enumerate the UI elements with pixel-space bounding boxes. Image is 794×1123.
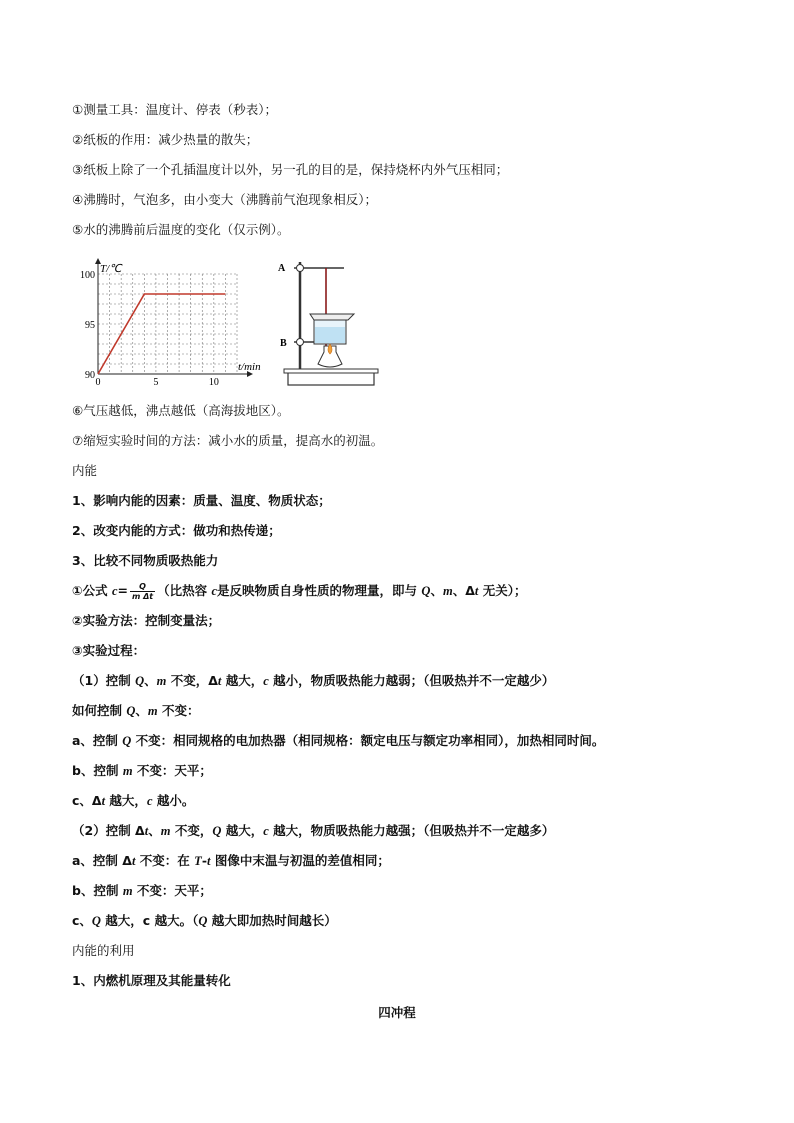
chart-y-tick-label: 95 [85, 320, 95, 331]
chart-y-tick-label: 90 [85, 370, 95, 381]
item-factors: 1、影响内能的因素：质量、温度、物质状态； [72, 493, 331, 508]
chart-x-tick-label: 5 [153, 377, 159, 388]
method-line: ②实验方法：控制变量法； [72, 613, 221, 628]
q-larger-line: c、Q 越大，c 越大。（Q 越大即加热时间越长） [72, 913, 337, 928]
text-line-3: ③纸板上除了一个孔插温度计以外，另一孔的目的是，保持烧杯内外气压相同； [72, 162, 509, 177]
item-engine: 1、内燃机原理及其能量转化 [72, 973, 231, 988]
process-2: （2）控制 Δt、m 不变，Q 越大，c 越大，物质吸热能力越强；（但吸热并不一定越多） [72, 823, 555, 838]
upper-clamp-knob [297, 265, 304, 272]
chart-x-tick-label: 10 [208, 377, 219, 388]
boiling-apparatus-diagram [278, 254, 388, 389]
water [315, 327, 345, 343]
temperature-chart [70, 250, 270, 390]
item-compare-capacity: 3、比较不同物质吸热能力 [72, 553, 219, 568]
control-delta-t: a、控制 Δt 不变：在 T-t 图像中末温与初温的差值相同； [72, 853, 390, 868]
text-line-5: ⑤水的沸腾前后温度的变化（仅示例）。 [72, 222, 290, 237]
formula-line: ①公式 c= $\frac{Q}{\text{m Δt}}$ （比热容 c是反映物质自身性质的物理量，即与 Q、m、Δt 无关）； [72, 582, 527, 601]
text-line-2: ②纸板的作用：减少热量的散失； [72, 132, 259, 147]
chart-ylabel: T/℃ [100, 263, 122, 275]
control-m-2: b、控制 m 不变：天平； [72, 883, 212, 898]
apparatus-base [288, 372, 374, 385]
lower-clamp-knob [297, 339, 304, 346]
label-a: A [278, 263, 286, 274]
text-line-6: ⑥气压越低，沸点越低（高海拔地区）。 [72, 403, 290, 418]
text-line-4: ④沸腾时，气泡多，由小变大（沸腾前气泡现象相反）； [72, 192, 377, 207]
text-line-1: ①测量工具：温度计、停表（秒表）； [72, 102, 277, 117]
apparatus-base-top [284, 369, 378, 373]
process-1: （1）控制 Q、m 不变，Δt 越大，c 越小，物质吸热能力越弱；（但吸热并不一定越少） [72, 673, 555, 688]
chart-y-tick-label: 100 [80, 270, 95, 281]
caption-four-stroke: 四冲程 [378, 1005, 416, 1020]
cardboard-lid [310, 314, 354, 320]
heading-inner-energy: 内能 [72, 463, 98, 478]
control-m-1: b、控制 m 不变：天平； [72, 763, 212, 778]
heading-energy-use: 内能的利用 [72, 943, 135, 958]
formula-fraction: $\frac{Q}{\text{m Δt}}$ [131, 582, 154, 601]
delta-t-line-1: c、Δt 越大，c 越小。 [72, 793, 195, 808]
process-line: ③实验过程： [72, 643, 146, 658]
how-control: 如何控制 Q、m 不变： [72, 703, 200, 718]
control-q: a、控制 Q 不变：相同规格的电加热器（相同规格：额定电压与额定功率相同），加热相同时间。 [72, 733, 605, 748]
item-change-methods: 2、改变内能的方式：做功和热传递； [72, 523, 281, 538]
label-b: B [280, 338, 287, 349]
text-line-7: ⑦缩短实验时间的方法：减小水的质量，提高水的初温。 [72, 433, 384, 448]
chart-x-tick-label: 0 [95, 377, 101, 388]
chart-xlabel: t/min [238, 361, 261, 373]
